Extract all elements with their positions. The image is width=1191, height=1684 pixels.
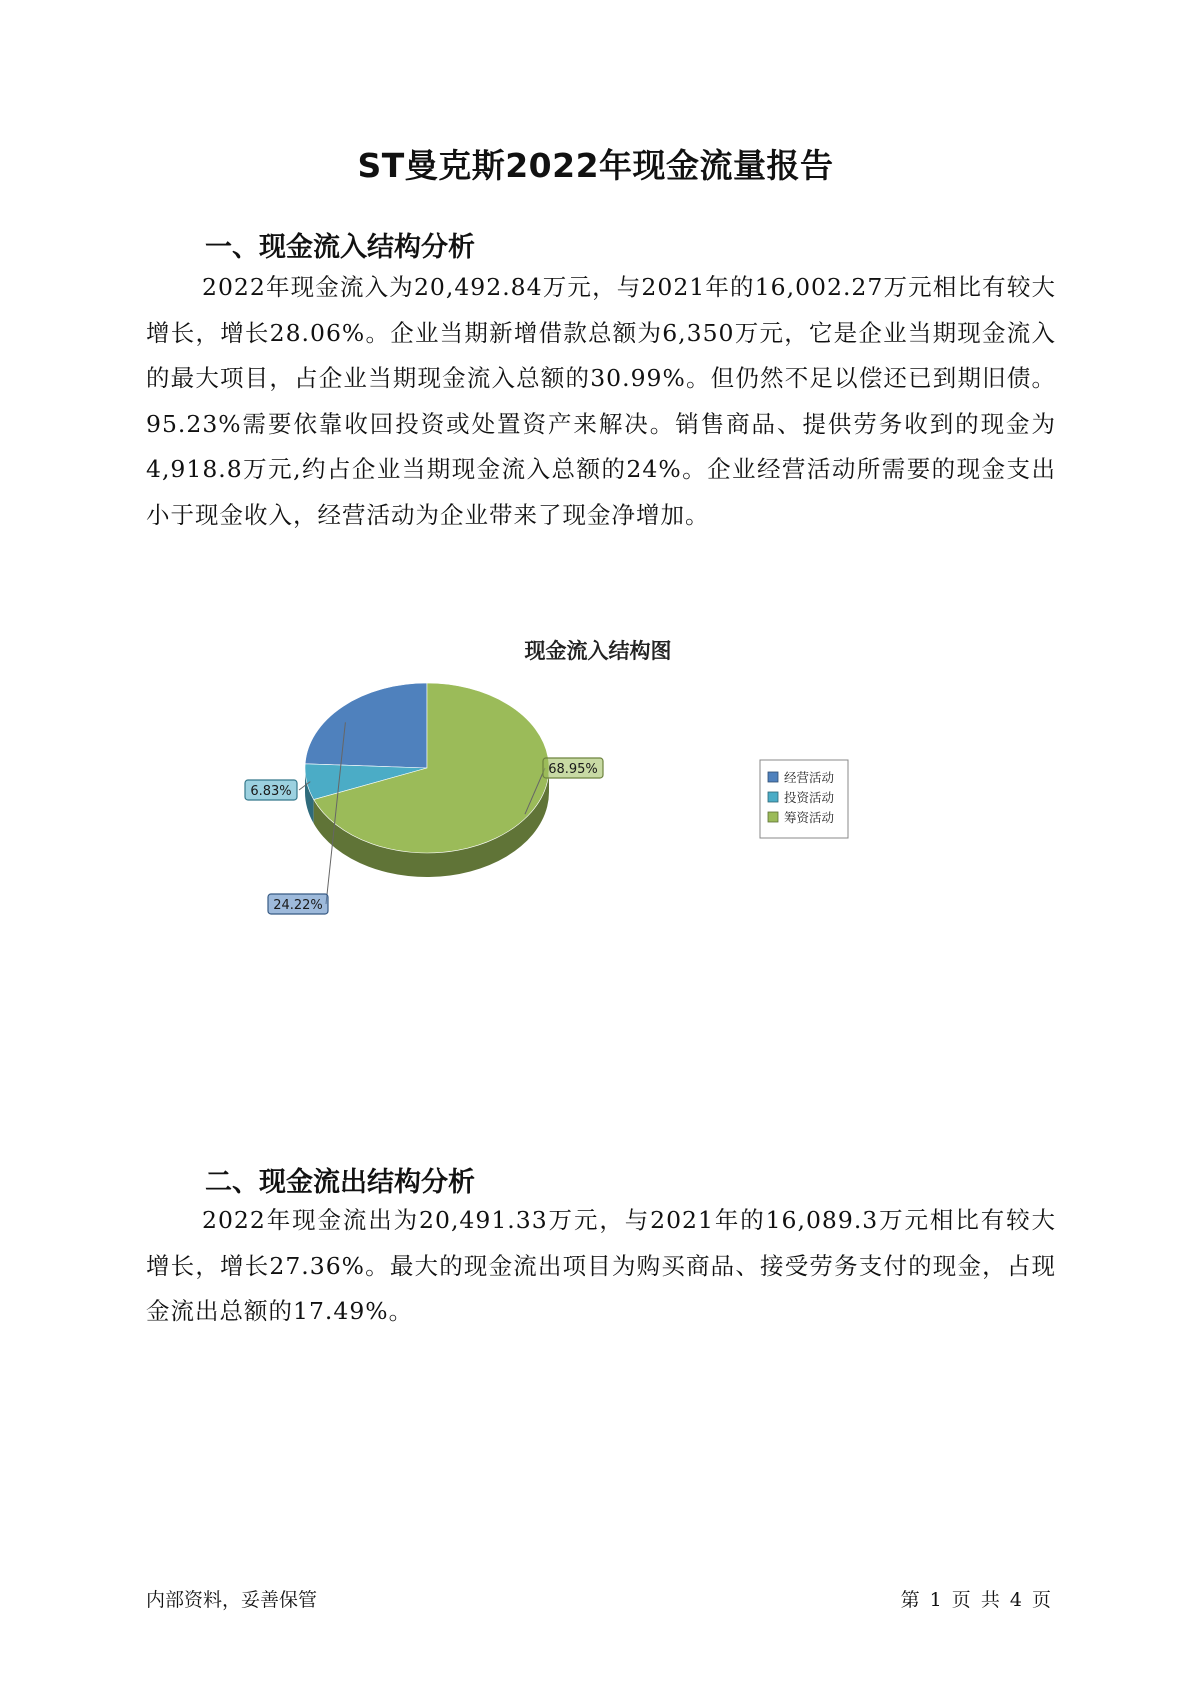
pie-data-label: 68.95% (548, 762, 598, 777)
page-title: ST曼克斯2022年现金流量报告 (357, 146, 834, 185)
legend-swatch (768, 792, 778, 802)
section-heading-outflow: 二、现金流出结构分析 (205, 1167, 475, 1198)
chart-legend (760, 760, 848, 838)
chart-title: 现金流入结构图 (524, 639, 672, 663)
legend-label: 经营活动 (784, 770, 835, 785)
legend-label: 投资活动 (784, 790, 835, 805)
pie-data-label: 24.22% (273, 898, 323, 913)
outflow-paragraph: 2022年现金流出为20,491.33万元，与2021年的16,089.3万元相比有较大增长，增长27.36%。最大的现金流出项目为购买商品、接受劳务支付的现金，占现金流出总额的17.49%。 (146, 1206, 1056, 1325)
legend-swatch (768, 772, 778, 782)
legend-label: 筹资活动 (784, 810, 835, 825)
footer-confidential-note: 内部资料，妥善保管 (146, 1589, 318, 1611)
inflow-pie-chart (0, 630, 1191, 960)
inflow-paragraph: 2022年现金流入为20,492.84万元，与2021年的16,002.27万元相比有较大增长，增长28.06%。企业当期新增借款总额为6,350万元，它是企业当期现金流入的最大项目，占企业当期现金流入总额的30.99%。但仍然不足以偿还已到期旧债。95.23%需要依靠收回投资或处置资产来解决。销售商品、提供劳务收到的现金为4,918.8万元,约占企业当期现金流入总额的24%。企业经营活动所需要的现金支出小于现金收入，经营活动为企业带来了现金净增加。 (146, 273, 1056, 529)
legend-swatch (768, 812, 778, 822)
pie-slice-经营活动 (305, 683, 427, 768)
section-heading-inflow: 一、现金流入结构分析 (205, 232, 475, 263)
pie-data-label: 6.83% (250, 784, 292, 799)
footer-page-number: 第 1 页 共 4 页 (900, 1589, 1051, 1611)
